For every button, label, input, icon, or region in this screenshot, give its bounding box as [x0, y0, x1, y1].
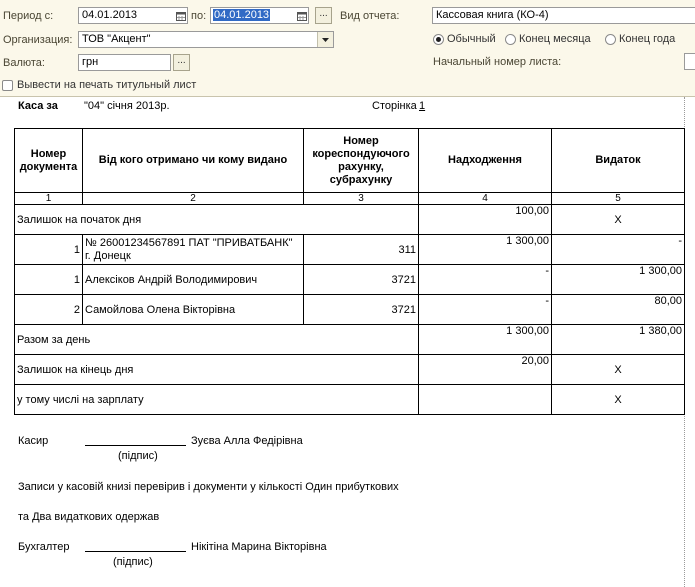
period-from-field[interactable]: 04.01.2013: [78, 7, 188, 24]
page-number: 1: [419, 100, 426, 112]
cashier-signature-line: [85, 445, 186, 446]
column-number: 4: [419, 193, 552, 205]
opening-balance-expense: Х: [552, 205, 685, 235]
period-to-field[interactable]: 04.01.2013: [210, 7, 309, 24]
day-total-row: [15, 325, 685, 355]
radio-empty-icon: [505, 34, 516, 45]
row-expense: 1 300,00: [552, 265, 685, 295]
table-row: [15, 235, 685, 265]
calendar-icon[interactable]: [174, 8, 187, 23]
cashier-name: Зуєва Алла Федірівна: [191, 435, 303, 447]
header-income: Надходження: [419, 129, 552, 193]
check-text-line-1: Записи у касовій книзі перевірив і документи у кількості Один прибуткових: [18, 481, 399, 493]
row-income: 1 300,00: [419, 235, 552, 265]
accountant-label: Бухгалтер: [18, 541, 70, 553]
closing-balance-label: Залишок на кінець дня: [15, 355, 419, 385]
page-label: Сторінка: [372, 100, 417, 112]
column-number: 1: [15, 193, 83, 205]
row-party: Алексіков Андрій Володимирович: [83, 265, 304, 295]
start-sheet-field[interactable]: [684, 53, 695, 70]
column-number: 5: [552, 193, 685, 205]
closing-balance-income: 20,00: [419, 355, 552, 385]
opening-balance-row: [15, 205, 685, 235]
opening-balance-income: 100,00: [419, 205, 552, 235]
accountant-signature-line: [85, 551, 186, 552]
currency-field[interactable]: грн: [78, 54, 171, 71]
row-expense: -: [552, 235, 685, 265]
column-number-row: [15, 193, 685, 205]
day-total-expense: 1 380,00: [552, 325, 685, 355]
currency-label: Валюта:: [3, 57, 45, 69]
cashier-signature-caption: (підпис): [118, 450, 158, 462]
header-account: Номер кореспондуючого рахунку, субрахунку: [304, 129, 419, 193]
organization-label: Организация:: [3, 34, 73, 46]
salary-expense: Х: [552, 385, 685, 415]
chevron-down-icon[interactable]: [317, 32, 333, 47]
day-total-income: 1 300,00: [419, 325, 552, 355]
report-settings-panel: [0, 0, 695, 97]
row-doc: 1: [15, 235, 83, 265]
start-sheet-label: Начальный номер листа:: [433, 56, 562, 68]
period-from-label: Период с:: [3, 10, 54, 22]
row-expense: 80,00: [552, 295, 685, 325]
accountant-signature-caption: (підпис): [113, 556, 153, 568]
header-doc-number: Номер документа: [15, 129, 83, 193]
header-expense: Видаток: [552, 129, 685, 193]
header-from-whom: Від кого отримано чи кому видано: [83, 129, 304, 193]
checkbox-unchecked-icon: [2, 80, 13, 91]
report-type-label: Вид отчета:: [340, 10, 400, 22]
salary-income: [419, 385, 552, 415]
radio-month-end[interactable]: Конец месяца: [505, 33, 591, 45]
period-to-label: по:: [191, 10, 207, 22]
column-number: 3: [304, 193, 419, 205]
calendar-icon[interactable]: [295, 8, 308, 23]
row-doc: 2: [15, 295, 83, 325]
row-income: -: [419, 295, 552, 325]
closing-balance-row: [15, 355, 685, 385]
column-number: 2: [83, 193, 304, 205]
radio-year-end[interactable]: Конец года: [605, 33, 675, 45]
currency-select-button[interactable]: ...: [173, 54, 190, 71]
row-account: 3721: [304, 265, 419, 295]
cash-book-report: [0, 97, 695, 587]
opening-balance-label: Залишок на початок дня: [15, 205, 419, 235]
row-account: 311: [304, 235, 419, 265]
period-select-button[interactable]: ...: [315, 7, 332, 24]
cashier-label: Касир: [18, 435, 49, 447]
table-header-row: [15, 129, 685, 193]
organization-select[interactable]: ТОВ "Акцент": [78, 31, 334, 48]
report-date: "04" січня 2013р.: [84, 100, 170, 112]
radio-empty-icon: [605, 34, 616, 45]
report-type-field[interactable]: Кассовая книга (КО-4): [432, 7, 695, 24]
closing-balance-expense: Х: [552, 355, 685, 385]
row-account: 3721: [304, 295, 419, 325]
row-income: -: [419, 265, 552, 295]
print-title-checkbox[interactable]: Вывести на печать титульный лист: [2, 79, 196, 91]
table-row: [15, 265, 685, 295]
report-title: Каса за: [18, 100, 58, 112]
row-doc: 1: [15, 265, 83, 295]
radio-selected-icon: [433, 34, 444, 45]
row-party: № 26001234567891 ПАТ "ПРИВАТБАНК" г. Донецк: [83, 235, 304, 265]
row-party: Самойлова Олена Вікторівна: [83, 295, 304, 325]
cash-book-table: [14, 128, 685, 415]
radio-normal[interactable]: Обычный: [433, 33, 496, 45]
day-total-label: Разом за день: [15, 325, 419, 355]
salary-row: [15, 385, 685, 415]
check-text-line-2: та Два видаткових одержав: [18, 511, 160, 523]
accountant-name: Нікітіна Марина Вікторівна: [191, 541, 327, 553]
table-row: [15, 295, 685, 325]
salary-label: у тому числі на зарплату: [15, 385, 419, 415]
